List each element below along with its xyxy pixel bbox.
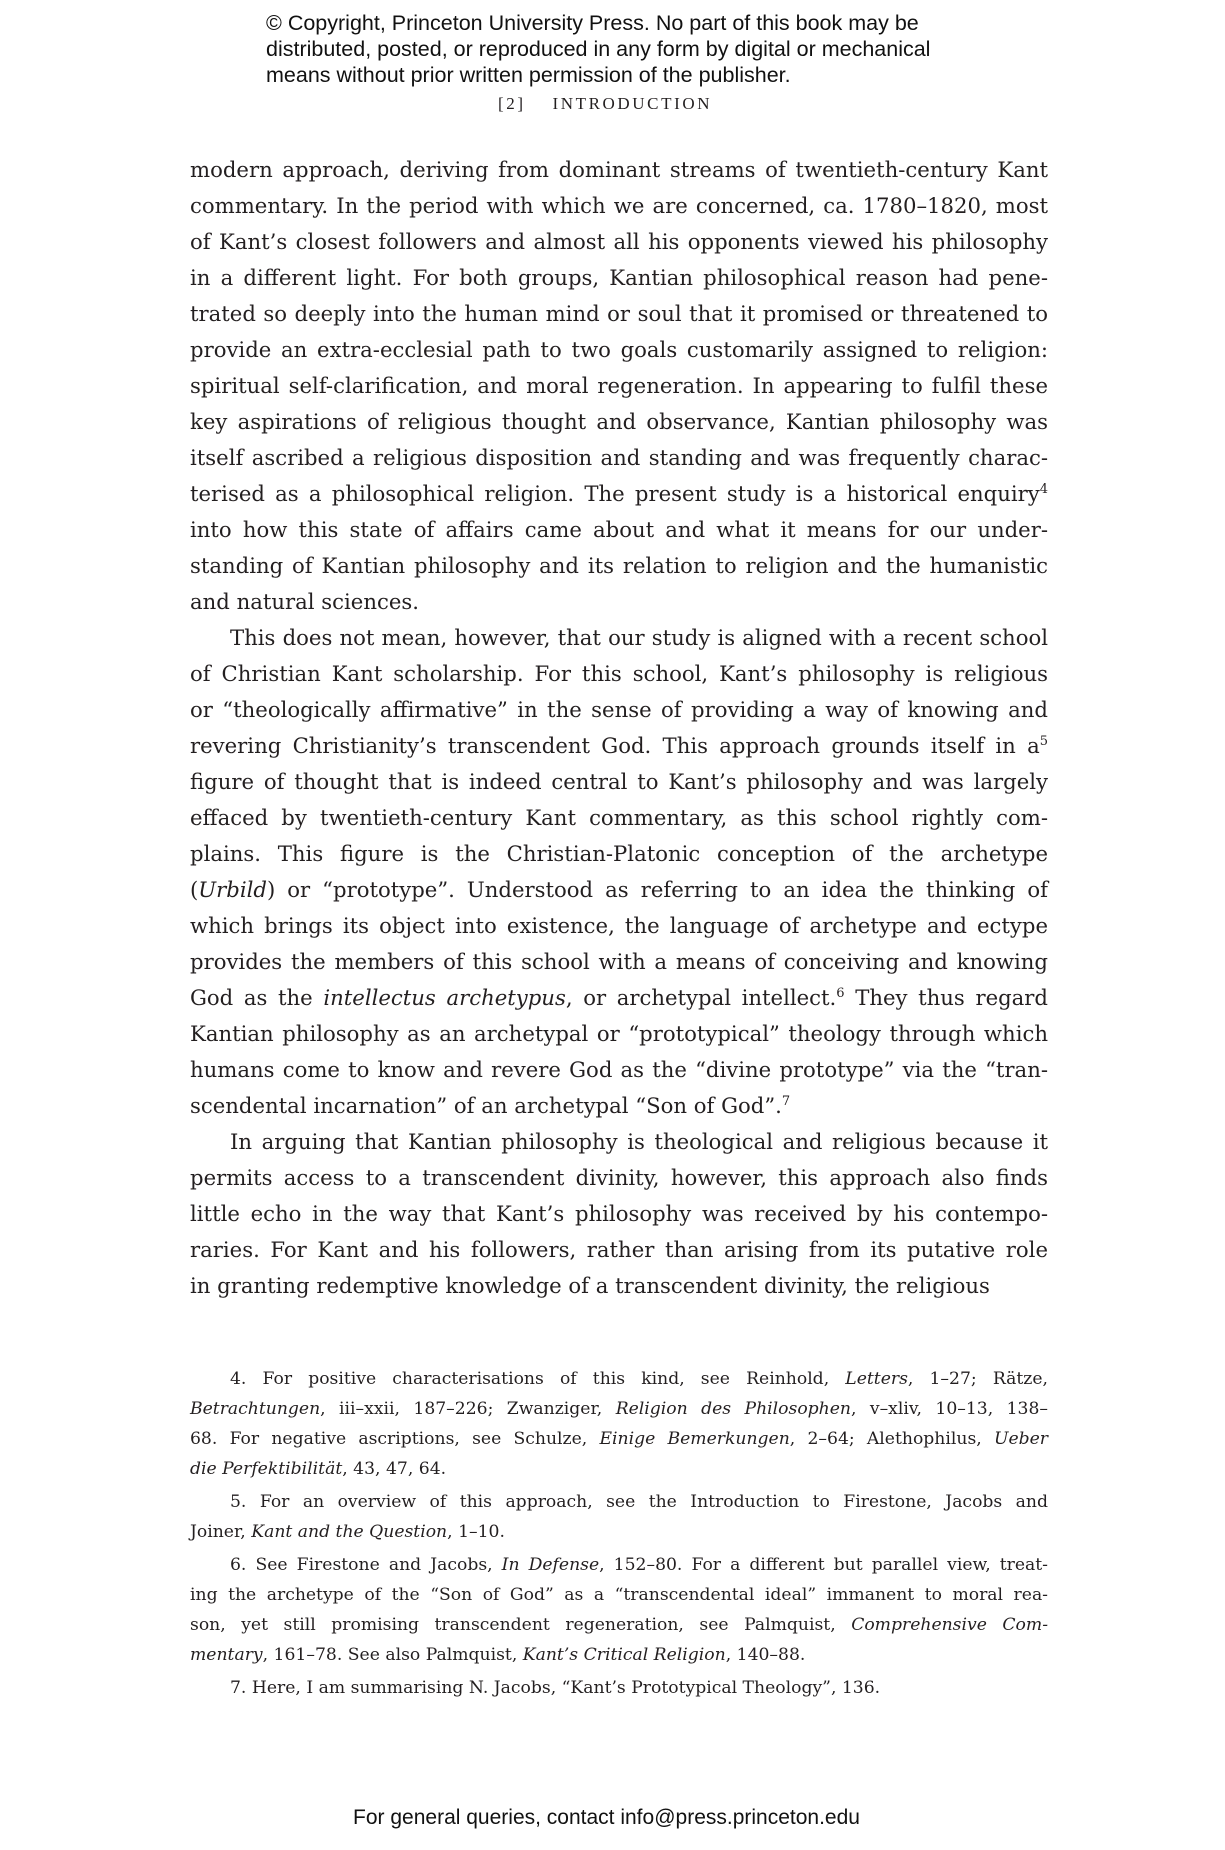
cited-title: Religion des Philosophen (615, 1399, 851, 1419)
italic-term: Urbild (198, 877, 267, 902)
running-head (498, 94, 712, 114)
footnote-line: mentary, 161–78. See also Palmquist, Kant’s Critical Religion, 140–88. (190, 1645, 806, 1665)
text-line: (Urbild) or “prototype”. Understood as referring to an idea the thinking of (190, 877, 1048, 902)
text-line: in granting redemptive knowledge of a transcendent divinity, the religious (190, 1273, 990, 1298)
text-line: figure of thought that is indeed central to Kant’s philosophy and was largely (190, 769, 1048, 794)
footnote-line: 7. Here, I am summarising N. Jacobs, “Kant’s Prototypical Theology”, 136. (230, 1678, 881, 1698)
footnote-line: son, yet still promising transcendent regeneration, see Palmquist, Comprehensive Com- (190, 1615, 1049, 1635)
text-line: provides the members of this school with a means of conceiving and knowing (190, 949, 1048, 974)
cited-title: mentary (190, 1645, 263, 1665)
text-line: terised as a philosophical religion. The present study is a historical enquiry$^4$ (190, 481, 1049, 506)
footnote-7 (190, 1673, 1048, 1703)
text-line: God as the intellectus archetypus, or archetypal intellect.$^6$ They thus regard (190, 985, 1048, 1010)
cited-title: Comprehensive Com- (851, 1615, 1049, 1635)
cited-title: die Perfektibilität (190, 1459, 343, 1479)
text-line: itself ascribed a religious disposition and standing and was frequently charac- (190, 445, 1048, 470)
footnote-line: 4. For positive characterisations of this kind, see Reinhold, Letters, 1–27; Rätze, (230, 1369, 1049, 1389)
text-line: key aspirations of religious thought and observance, Kantian philosophy was (190, 409, 1048, 434)
text-line: This does not mean, however, that our study is aligned with a recent school (230, 625, 1048, 650)
cited-title: Betrachtungen (190, 1399, 321, 1419)
text-line: standing of Kantian philosophy and its relation to religion and the humanistic (190, 553, 1048, 578)
text-line: effaced by twentieth-century Kant commentary, as this school rightly com- (190, 805, 1048, 830)
footnote-line: 5. For an overview of this approach, see the Introduction to Firestone, Jacobs and (230, 1492, 1048, 1512)
footnote-reference[interactable]: 7 (781, 1094, 791, 1109)
text-line: commentary. In the period with which we are concerned, ca. 1780–1820, most (190, 193, 1048, 218)
text-line: in a different light. For both groups, Kantian philosophical reason had pene- (190, 265, 1048, 290)
text-line: humans come to know and revere God as the “divine prototype” via the “tran- (190, 1057, 1048, 1082)
chapter-title: INTRODUCTION (552, 94, 713, 113)
text-line: of Kant’s closest followers and almost all his opponents viewed his philosophy (190, 229, 1048, 254)
copyright-line: means without prior written permission of the publisher. (266, 63, 791, 87)
copyright-line: distributed, posted, or reproduced in any form by digital or mechanical (266, 37, 931, 61)
footnote-line: 6. See Firestone and Jacobs, In Defense, 152–80. For a different but parallel view, treat- (230, 1555, 1048, 1575)
text-line: revering Christianity’s transcendent God. This approach grounds itself in a$^5$ (190, 733, 1048, 758)
cited-title: Kant and the Question (251, 1522, 448, 1542)
footnote-reference[interactable]: 4 (1039, 482, 1049, 497)
footnote-6 (190, 1550, 1048, 1670)
italic-term: intellectus archetypus (323, 985, 566, 1010)
text-line: and natural sciences. (190, 589, 419, 614)
text-line: scendental incarnation” of an archetypal “Son of God”.$^7$ (190, 1093, 791, 1118)
footnote-line: Joiner, Kant and the Question, 1–10. (190, 1522, 505, 1542)
footnote-reference[interactable]: 6 (836, 986, 845, 1001)
copyright-notice (266, 10, 1026, 88)
text-line: spiritual self-clarification, and moral regeneration. In appearing to fulfil these (190, 373, 1048, 398)
text-line: Kantian philosophy as an archetypal or “prototypical” theology through which (190, 1021, 1048, 1046)
cited-title: Letters (845, 1369, 908, 1389)
cited-title: Einige Bemerkungen (599, 1429, 790, 1449)
body-paragraph (190, 620, 1048, 1124)
text-line: of Christian Kant scholarship. For this school, Kant’s philosophy is religious (190, 661, 1048, 686)
copyright-line: © Copyright, Princeton University Press. No part of this book may be (266, 11, 919, 35)
footnote-line: 68. For negative ascriptions, see Schulze, Einige Bemerkungen, 2–64; Alethophilus, Ueber (190, 1429, 1049, 1449)
text-line: In arguing that Kantian philosophy is theological and religious because it (230, 1129, 1048, 1154)
text-line: provide an extra-ecclesial path to two goals customarily assigned to religion: (190, 337, 1048, 362)
body-text (190, 152, 1048, 1304)
page-number: [2] (498, 94, 526, 113)
text-line: modern approach, deriving from dominant streams of twentieth-century Kant (190, 157, 1048, 182)
footnote-line: Betrachtungen, iii–xxii, 187–226; Zwanziger, Religion des Philosophen, v–xliv, 10–13, 138– (190, 1399, 1048, 1419)
text-line: into how this state of affairs came about and what it means for our under- (190, 517, 1048, 542)
cited-title: Ueber (993, 1429, 1049, 1449)
cited-title: Kant’s Critical Religion (522, 1645, 726, 1665)
text-line: plains. This figure is the Christian-Platonic conception of the archetype (190, 841, 1048, 866)
footnote-reference[interactable]: 5 (1039, 734, 1048, 749)
footnote-5 (190, 1487, 1048, 1547)
footnote-line: die Perfektibilität, 43, 47, 64. (190, 1459, 447, 1479)
text-line: permits access to a transcendent divinity, however, this approach also finds (190, 1165, 1048, 1190)
body-paragraph (190, 152, 1048, 620)
page-footer (0, 1806, 1225, 1830)
text-line: which brings its object into existence, the language of archetype and ectype (190, 913, 1048, 938)
footer-contact-text: For general queries, contact info@press.princeton.edu (353, 1806, 860, 1829)
cited-title: In Defense (501, 1555, 600, 1575)
text-line: raries. For Kant and his followers, rather than arising from its putative role (190, 1237, 1048, 1262)
text-line: trated so deeply into the human mind or soul that it promised or threatened to (190, 301, 1048, 326)
footnote-4 (190, 1364, 1048, 1484)
body-paragraph (190, 1124, 1048, 1304)
footnote-line: ing the archetype of the “Son of God” as a “transcendental ideal” immanent to moral rea- (190, 1585, 1048, 1605)
footnotes (190, 1364, 1048, 1706)
text-line: or “theologically affirmative” in the sense of providing a way of knowing and (190, 697, 1048, 722)
text-line: little echo in the way that Kant’s philosophy was received by his contempo- (190, 1201, 1048, 1226)
